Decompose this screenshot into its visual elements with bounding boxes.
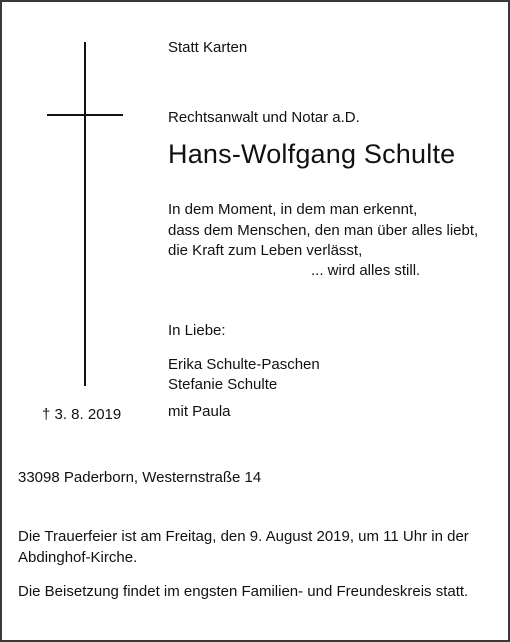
poem-line: In dem Moment, in dem man erkennt, bbox=[168, 201, 418, 218]
in-liebe-label: In Liebe: bbox=[168, 322, 226, 339]
poem-line: ... wird alles still. bbox=[311, 262, 421, 279]
burial-text: Die Beisetzung findet im engsten Familien- und Freundeskreis statt. bbox=[18, 583, 469, 600]
person-title: Rechtsanwalt und Notar a.D. bbox=[168, 109, 360, 126]
ceremony-text: Die Trauerfeier ist am Freitag, den 9. August 2019, um 11 Uhr in der bbox=[18, 528, 469, 545]
address: 33098 Paderborn, Westernstraße 14 bbox=[18, 469, 262, 486]
mourner-with: mit Paula bbox=[168, 403, 231, 420]
mourner-name: Erika Schulte-Paschen bbox=[168, 356, 320, 373]
poem-line: dass dem Menschen, den man über alles liebt, bbox=[168, 222, 479, 239]
death-date: † 3. 8. 2019 bbox=[42, 406, 122, 423]
poem-line: die Kraft zum Leben verlässt, bbox=[168, 242, 363, 259]
person-name: Hans-Wolfgang Schulte bbox=[168, 139, 456, 169]
statt-karten-text: Statt Karten bbox=[168, 39, 248, 56]
mourner-name: Stefanie Schulte bbox=[168, 376, 278, 393]
ceremony-text: Abdinghof-Kirche. bbox=[18, 549, 138, 566]
cross-vertical-bar bbox=[84, 42, 86, 386]
cross-horizontal-bar bbox=[47, 114, 123, 116]
